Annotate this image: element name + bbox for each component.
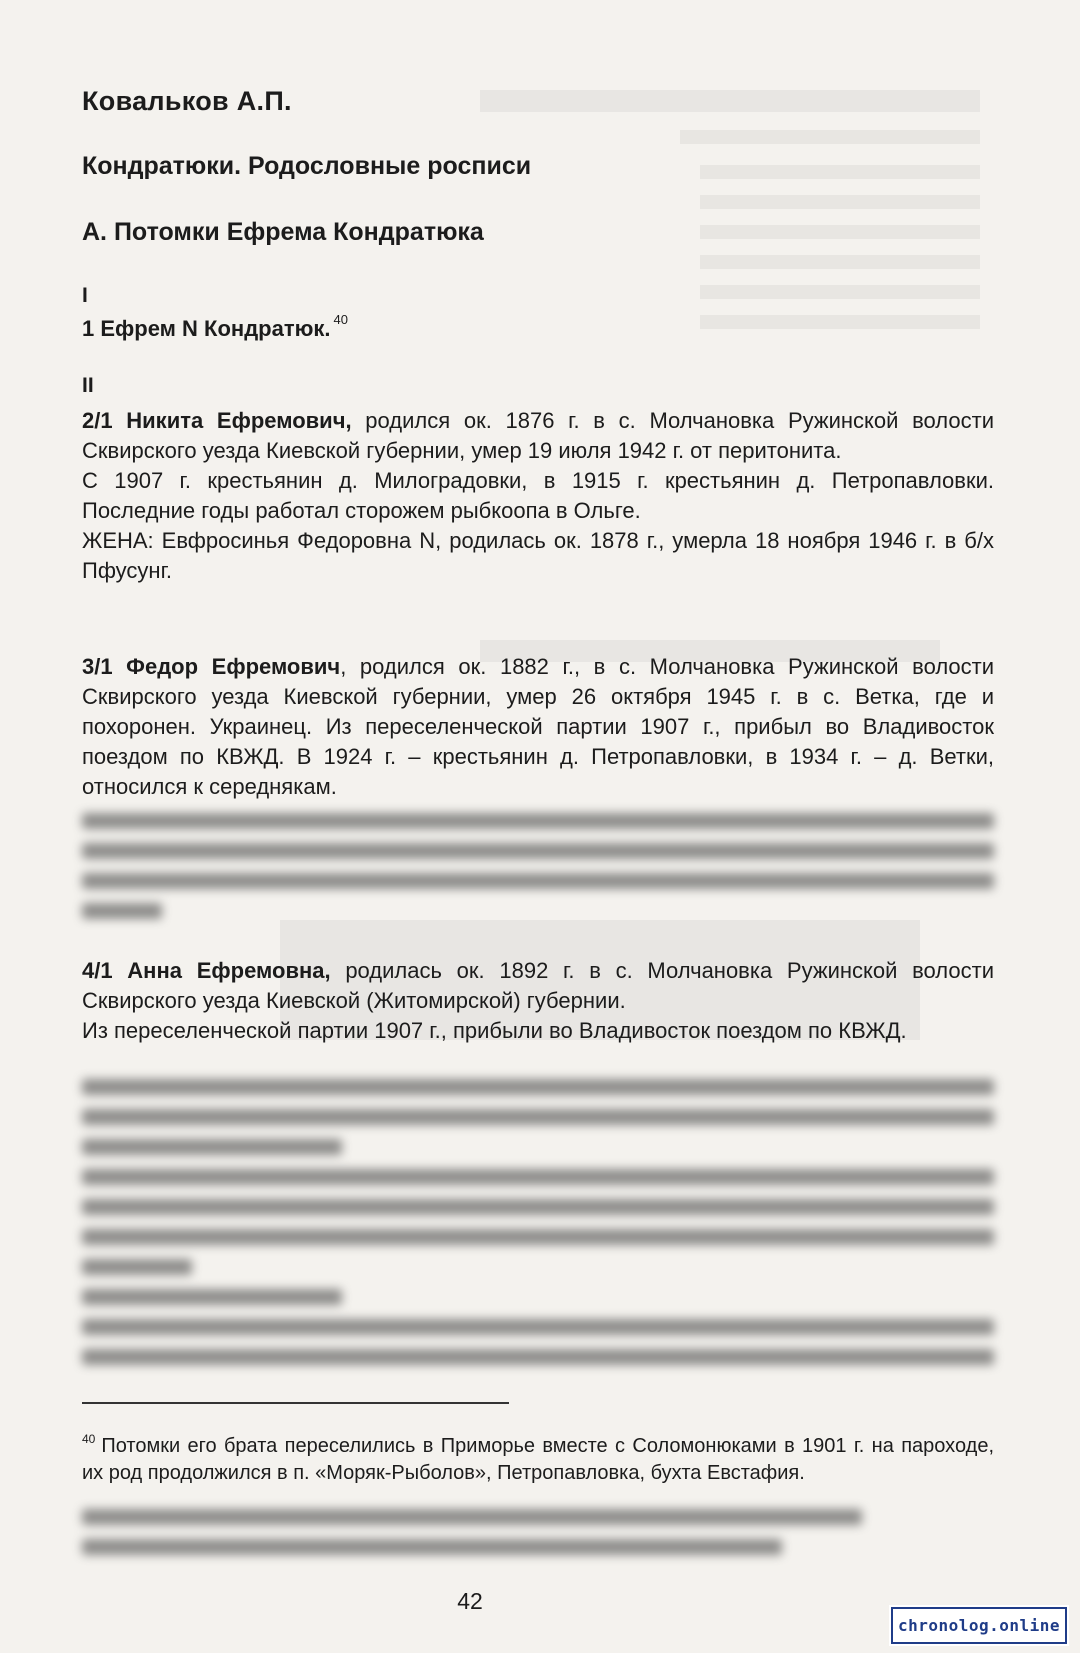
entry-nikita-line-3: ЖЕНА: Евфросинья Федоровна N, родилась ок. 1878 г., умерла 18 ноября 1946 г. в б/х Пфусунг. bbox=[82, 528, 994, 583]
progenitor-name: 1 Ефрем N Кондратюк. bbox=[82, 316, 331, 341]
book-page bbox=[82, 0, 994, 1653]
generation-marker-1: I bbox=[82, 284, 88, 307]
redacted-text-block bbox=[82, 813, 994, 933]
page-number: 42 bbox=[457, 1588, 483, 1614]
author-name: Ковальков А.П. bbox=[82, 86, 292, 116]
progenitor-entry bbox=[82, 312, 348, 342]
entry-nikita bbox=[82, 406, 994, 586]
footnote-text: Потомки его брата переселились в Приморье вместе с Соломонюками в 1901 г. на пароходе, их род продолжился в п. «Моряк-Рыболов», Петропавловка, бухта Евстафия. bbox=[82, 1435, 994, 1484]
footnote bbox=[82, 1426, 994, 1487]
entry-nikita-line-1: 2/1 Никита Ефремович, родился ок. 1876 г. в с. Молчановка Ружинской волости Сквирского уезда Киевской губернии, умер 19 июля 1942 г. от перитонита. bbox=[82, 408, 994, 463]
entry-anna-name: 4/1 Анна Ефремовна, bbox=[82, 958, 331, 983]
entry-fedor-line-1: 3/1 Федор Ефремович, родился ок. 1882 г., в с. Молчановка Ружинской волости Сквирского уезда Киевской губернии, умер 26 октября 1945 г. в с. Ветка, где и похоронен. Украинец. Из переселенческой партии 1907 г., прибыл во Владивосток поездом по КВЖД. В 1924 г. – крестьянин д. Петропавловки, в 1934 г. – д. Ветки, относился к середнякам. bbox=[82, 654, 995, 799]
entry-fedor bbox=[82, 652, 994, 802]
footnote-number: 40 bbox=[82, 1432, 96, 1446]
entry-anna bbox=[82, 956, 994, 1046]
entry-nikita-name: 2/1 Никита Ефремович, bbox=[82, 408, 352, 433]
footnote-divider bbox=[82, 1402, 509, 1404]
section-title: А. Потомки Ефрема Кондратюка bbox=[82, 218, 484, 246]
entry-fedor-name: 3/1 Федор Ефремович bbox=[82, 654, 341, 679]
footnote-ref: 40 bbox=[333, 312, 348, 327]
redacted-text-block bbox=[82, 1079, 994, 1379]
entry-anna-line-1: 4/1 Анна Ефремовна, родилась ок. 1892 г. в с. Молчановка Ружинской волости Сквирского уезда Киевской (Житомирской) губернии. bbox=[82, 958, 994, 1013]
entry-nikita-line-2: С 1907 г. крестьянин д. Милоградовки, в 1915 г. крестьянин д. Петропавловки. Последние годы работал сторожем рыбкоопа в Ольге. bbox=[82, 468, 994, 523]
book-title: Кондратюки. Родословные росписи bbox=[82, 152, 532, 180]
watermark-link[interactable]: chronolog.online bbox=[891, 1607, 1067, 1644]
redacted-footnotes bbox=[82, 1509, 994, 1569]
generation-marker-2: II bbox=[82, 374, 94, 397]
entry-anna-line-2: Из переселенческой партии 1907 г., прибыли во Владивосток поездом по КВЖД. bbox=[82, 1018, 907, 1043]
